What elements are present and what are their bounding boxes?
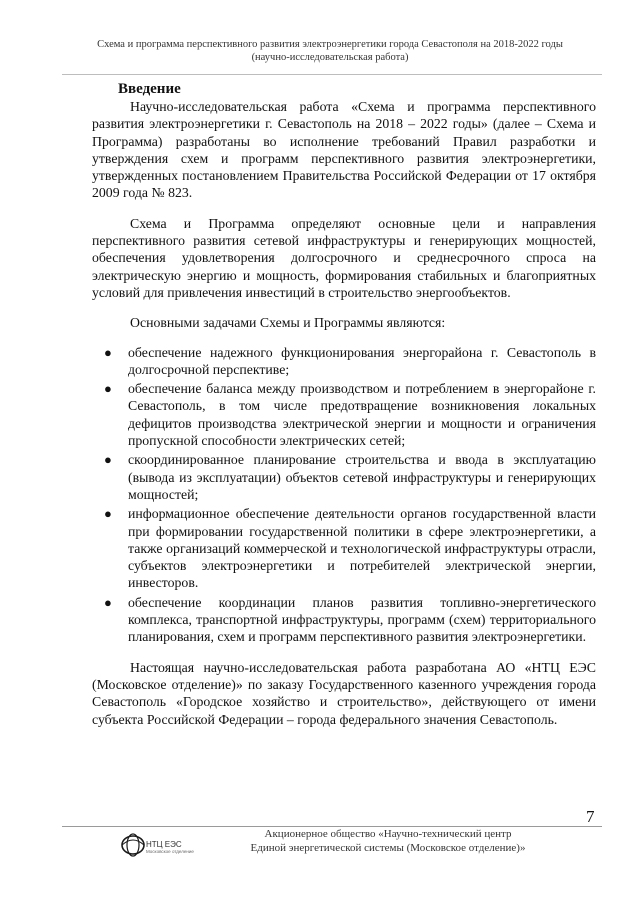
list-item — [92, 344, 596, 379]
list-item — [92, 380, 596, 449]
running-footer-line2: Единой энергетической системы (Московское отделение)» — [250, 842, 526, 854]
logo-label: НТЦ ЕЭС — [146, 840, 182, 849]
running-header-line2: (научно-исследовательская работа) — [251, 52, 409, 63]
logo-sublabel: Московское отделение — [146, 849, 194, 854]
bullet-icon: ● — [104, 452, 112, 468]
tasks-lead-paragraph: Основными задачами Схемы и Программы являются: — [130, 315, 446, 331]
closing-paragraph: Настоящая научно-исследовательская работа разработана АО «НТЦ ЕЭС (Московское отделение)» по заказу Государственного казенного учреждения города Севастополь «Городское хозяйство и строительство», действующего от имени субъекта Российской Федерации – города федерального значения Севастополь. — [92, 659, 596, 727]
list-item-text: информационное обеспечение деятельности органов государственной власти при формировании государственной политики в сфере электроэнергетики, а также организаций коммерческой и технологической инфраструктуры отрасли, субъектов электроэнергетики и потребителей электрической энергии, инвесторов. — [128, 506, 596, 591]
page-number: 7 — [586, 807, 595, 826]
goals-paragraph: Схема и Программа определяют основные цели и направления перспективного развития сетевой инфраструктуры и генерирующих мощностей, обеспечения удовлетворения долгосрочного и среднесрочного спроса на электрическую энергию и мощность, формирования стабильных и благоприятных условий для привлечения инвестиций в строительство энергообъектов. — [92, 215, 596, 300]
bullet-icon: ● — [104, 594, 112, 610]
list-item-text: обеспечение баланса между производством и потреблением в энергорайоне г. Севастополь, в том числе предотвращение возникновения локальных дефицитов производства электрической энергии и мощности и ограничения пропускной способности электрических сетей; — [128, 381, 596, 449]
header-divider — [62, 74, 602, 75]
list-item-text: обеспечение надежного функционирования энергорайона г. Севастополь в долгосрочной перспективе; — [128, 344, 596, 377]
list-item-text: обеспечение координации планов развития топливно-энергетического комплекса, транспортной инфраструктуры, программ (схем) территориального планирования, схем и программ перспективного развития электроэнергетики. — [128, 594, 596, 645]
running-header-line1: Схема и программа перспективного развития электроэнергетики города Севастополя на 2018-2022 годы — [97, 39, 563, 50]
bullet-icon: ● — [104, 344, 112, 360]
list-item-text: скоординированное планирование строительства и ввода в эксплуатацию (вывода из эксплуатации) объектов сетевой инфраструктуры и генерирующих мощностей; — [128, 452, 596, 502]
list-item — [92, 594, 596, 646]
running-footer-line1: Акционерное общество «Научно-технический центр — [264, 828, 512, 840]
document-body — [92, 98, 596, 741]
list-item — [92, 505, 596, 591]
intro-paragraph: Научно-исследовательская работа «Схема и программа перспективного развития электроэнергетики г. Севастополь на 2018 – 2022 годы» (далее – Схема и Программа) разработаны во исполнение требований Правил разработки и утверждения схем и программ перспективного развития электроэнергетики, утвержденных постановлением Правительства Российской Федерации от 17 октября 2009 года № 823. — [92, 99, 596, 201]
running-footer — [228, 827, 548, 855]
running-header — [60, 38, 600, 64]
bullet-icon: ● — [104, 381, 112, 397]
list-item — [92, 451, 596, 503]
tasks-list — [92, 344, 596, 646]
bullet-icon: ● — [104, 506, 112, 522]
section-title: Введение — [118, 81, 181, 97]
